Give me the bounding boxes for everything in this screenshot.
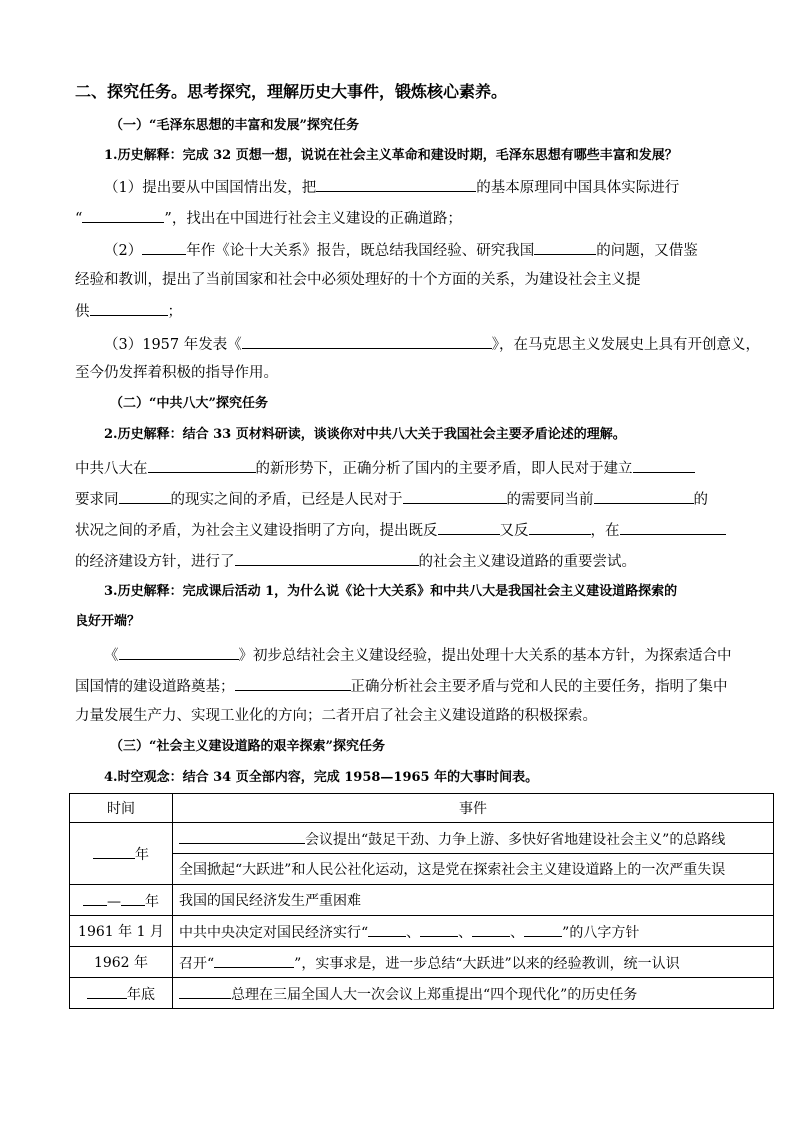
fill-blank[interactable]	[82, 207, 164, 223]
table-row	[70, 885, 774, 916]
text: 、	[510, 924, 525, 941]
q2-line-3	[75, 519, 726, 541]
text: ”，找出在中国进行社会主义建设的正确道路；	[164, 211, 462, 227]
text: 中共中央决定对国民经济实行“	[179, 924, 369, 941]
time-cell: 1962 年	[70, 947, 173, 978]
fill-blank[interactable]	[529, 519, 591, 535]
text: 要求同	[75, 492, 119, 508]
fill-blank[interactable]	[403, 488, 507, 504]
fill-blank[interactable]	[148, 457, 256, 473]
q1-line-6	[104, 333, 760, 355]
fill-blank[interactable]	[235, 675, 351, 691]
header-event: 事件	[173, 794, 774, 823]
text: 总理在三届全国人大一次会议上郑重提出“四个现代化”的历史任务	[231, 986, 638, 1003]
q1-line-4: 经验和教训，提出了当前国家和社会中必须处理好的十个方面的关系，为建设社会主义提	[75, 272, 641, 288]
fill-blank[interactable]	[534, 239, 596, 255]
text: 年作《论十大关系》报告，既总结我国经验、研究我国	[186, 243, 535, 259]
text: （3）1957 年发表《	[104, 337, 242, 353]
text: 中共八大在	[75, 461, 148, 477]
section-heading: 二、探究任务。思考探究，理解历史大事件，锻炼核心素养。	[75, 82, 508, 101]
text: 国国情的建设道路奠基；	[75, 679, 235, 695]
event-cell	[173, 916, 774, 947]
fill-blank[interactable]	[368, 921, 406, 937]
text: 的问题，又借鉴	[596, 243, 698, 259]
text: 的需要同当前	[506, 492, 594, 508]
text: 召开“	[179, 955, 215, 972]
q3-line-1	[104, 644, 732, 666]
text: 、	[458, 924, 473, 941]
subsection-title-3: （三）“社会主义建设道路的艰辛探索”探究任务	[110, 739, 385, 754]
event-cell	[173, 823, 774, 854]
text: 的社会主义建设道路的重要尝试。	[418, 554, 636, 570]
fill-blank[interactable]	[472, 921, 510, 937]
text: ，在	[590, 523, 620, 539]
event-cell	[173, 947, 774, 978]
q1-line-2	[75, 207, 462, 229]
text: （1）提出要从中国国情出发，把	[104, 180, 317, 196]
text: 状况之间的矛盾，为社会主义建设指明了方向，提出既反	[75, 523, 438, 539]
text: 》，在马克思主义发展史上具有开创意义，	[491, 337, 760, 353]
fill-blank[interactable]	[242, 333, 492, 349]
fill-blank[interactable]	[90, 300, 168, 316]
fill-blank[interactable]	[83, 890, 107, 906]
text: 《	[104, 648, 119, 664]
question-1: 1.历史解释：完成 32 页想一想，说说在社会主义革命和建设时期，毛泽东思想有哪些丰富和发展？	[104, 148, 678, 163]
table-row	[70, 947, 774, 978]
time-cell	[70, 978, 173, 1009]
q3-line-3: 力量发展生产力、实现工业化的方向；二者开启了社会主义建设道路的积极探索。	[75, 708, 597, 724]
fill-blank[interactable]	[93, 843, 135, 859]
table-row	[70, 916, 774, 947]
question-3-cont: 良好开端？	[75, 614, 141, 629]
text: 年底	[127, 986, 155, 1003]
fill-blank[interactable]	[214, 952, 294, 968]
table-row	[70, 854, 774, 885]
text: —	[107, 893, 121, 910]
fill-blank[interactable]	[119, 644, 239, 660]
fill-blank[interactable]	[420, 921, 458, 937]
q2-line-1	[75, 457, 695, 479]
text: 的新形势下，正确分析了国内的主要矛盾，即人民对于建立	[255, 461, 633, 477]
question-3: 3.历史解释：完成课后活动 1，为什么说《论十大关系》和中共八大是我国社会主义建设道路探索的	[104, 584, 678, 599]
event-cell	[173, 978, 774, 1009]
text: 、	[406, 924, 421, 941]
time-cell: 1961 年 1 月	[70, 916, 173, 947]
table-header-row	[70, 794, 774, 823]
fill-blank[interactable]	[179, 983, 231, 999]
q2-line-4	[75, 550, 636, 572]
question-2: 2.历史解释：结合 33 页材料研读，谈谈你对中共八大关于我国社会主要矛盾论述的理解。	[104, 427, 626, 442]
header-time: 时间	[70, 794, 173, 823]
text: 年	[145, 893, 159, 910]
text: “	[75, 211, 83, 227]
q1-line-5	[75, 300, 182, 322]
text: 的基本原理同中国具体实际进行	[476, 180, 680, 196]
text: （2）	[104, 243, 143, 259]
q2-line-2	[75, 488, 708, 510]
q1-line-3	[104, 239, 698, 261]
event-cell: 我国的国民经济发生严重困难	[173, 885, 774, 916]
table-row	[70, 978, 774, 1009]
fill-blank[interactable]	[594, 488, 694, 504]
subsection-title-1: （一）“毛泽东思想的丰富和发展”探究任务	[110, 118, 359, 133]
text: ；	[167, 304, 182, 320]
text: 的现实之间的矛盾，已经是人民对于	[170, 492, 403, 508]
table-row	[70, 823, 774, 854]
fill-blank[interactable]	[524, 921, 562, 937]
fill-blank[interactable]	[620, 519, 726, 535]
q1-line-1	[104, 176, 679, 198]
fill-blank[interactable]	[633, 457, 695, 473]
fill-blank[interactable]	[87, 983, 127, 999]
fill-blank[interactable]	[235, 550, 419, 566]
text: 会议提出“鼓足干劲、力争上游、多快好省地建设社会主义”的总路线	[305, 831, 726, 848]
text: 年	[135, 847, 149, 863]
subsection-title-2: （二）“中共八大”探究任务	[110, 396, 268, 411]
time-cell	[70, 885, 173, 916]
q1-line-7: 至今仍发挥着积极的指导作用。	[75, 365, 278, 381]
text: 的	[693, 492, 708, 508]
fill-blank[interactable]	[438, 519, 500, 535]
text: 》初步总结社会主义建设经验，提出处理十大关系的基本方针，为探索适合中	[238, 648, 732, 664]
text: ”，实事求是，进一步总结“大跃进”以来的经验教训，统一认识	[294, 955, 680, 972]
fill-blank[interactable]	[142, 239, 186, 255]
time-cell	[70, 823, 173, 885]
text: 供	[75, 304, 90, 320]
fill-blank[interactable]	[119, 488, 171, 504]
text: 正确分析社会主要矛盾与党和人民的主要任务，指明了集中	[350, 679, 728, 695]
fill-blank[interactable]	[316, 176, 476, 192]
fill-blank[interactable]	[121, 890, 145, 906]
fill-blank[interactable]	[179, 828, 305, 844]
text: ”的八字方针	[562, 924, 640, 941]
text: 的经济建设方针，进行了	[75, 554, 235, 570]
text: 又反	[499, 523, 529, 539]
question-4: 4.时空观念：结合 34 页全部内容，完成 1958—1965 年的大事时间表。	[104, 770, 539, 785]
timeline-table	[69, 793, 774, 1009]
event-cell: 全国掀起“大跃进”和人民公社化运动，这是党在探索社会主义建设道路上的一次严重失误	[173, 854, 774, 885]
q3-line-2	[75, 675, 728, 697]
